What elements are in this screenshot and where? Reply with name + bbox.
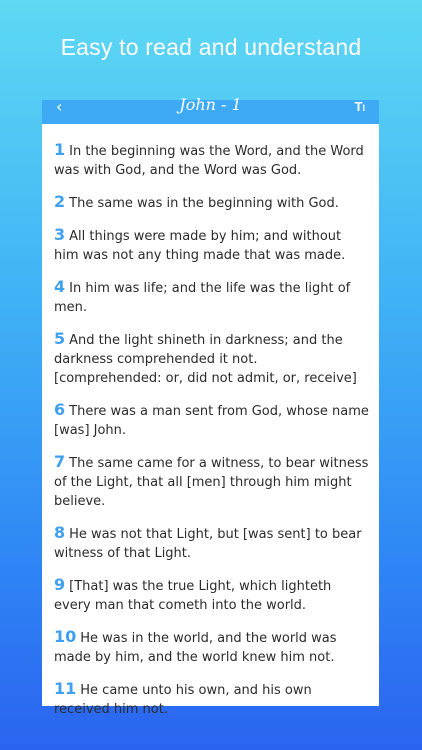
verse-number: 4 xyxy=(54,277,66,296)
verse-text: In the beginning was the Word, and the Word was with God, and the Word was God. xyxy=(54,144,364,178)
verse-item[interactable] xyxy=(54,679,369,719)
verse-text: In him was life; and the life was the light of men. xyxy=(54,281,351,315)
verse-item[interactable] xyxy=(54,192,369,213)
verse-number: 6 xyxy=(54,400,66,419)
verse-text: There was a man sent from God, whose name [was] John. xyxy=(54,404,369,438)
verse-number: 1 xyxy=(54,140,66,159)
verse-item[interactable] xyxy=(54,452,369,511)
bible-reader-screen xyxy=(42,95,379,717)
promo-headline: Easy to read and understand xyxy=(60,34,362,60)
verse-text: He was not that Light, but [was sent] to bear witness of that Light. xyxy=(54,527,362,561)
font-size-icon[interactable]: TI xyxy=(354,99,365,114)
verse-item[interactable] xyxy=(54,277,369,317)
verse-text: The same was in the beginning with God. xyxy=(69,196,339,211)
verse-text: He was in the world, and the world was made by him, and the world knew him not. xyxy=(54,631,337,665)
verse-number: 7 xyxy=(54,452,66,471)
chevron-left-icon[interactable]: ‹ xyxy=(56,97,63,116)
verse-text: He came unto his own, and his own received him not. xyxy=(54,683,312,717)
verse-number: 8 xyxy=(54,523,66,542)
verse-number: 11 xyxy=(54,679,77,698)
verse-text: The same came for a witness, to bear witness of the Light, that all [men] through him might believe. xyxy=(54,456,369,509)
verse-number: 10 xyxy=(54,627,77,646)
verse-item[interactable] xyxy=(54,400,369,440)
verse-number: 5 xyxy=(54,329,66,348)
verse-list xyxy=(54,140,369,731)
verse-item[interactable] xyxy=(54,523,369,563)
verse-item[interactable] xyxy=(54,627,369,667)
verse-number: 9 xyxy=(54,575,66,594)
verse-item[interactable] xyxy=(54,225,369,265)
verse-item[interactable] xyxy=(54,329,369,388)
verse-number: 2 xyxy=(54,192,66,211)
verse-text: All things were made by him; and without him was not any thing made that was made. xyxy=(54,229,346,263)
verse-text: And the light shineth in darkness; and the darkness comprehended it not. [comprehended: or, did not admit, or, receive] xyxy=(54,333,357,386)
chapter-title: John - 1 xyxy=(179,95,242,114)
verse-item[interactable] xyxy=(54,575,369,615)
verse-number: 3 xyxy=(54,225,66,244)
navbar xyxy=(42,95,379,124)
verse-text: [That] was the true Light, which lighteth every man that cometh into the world. xyxy=(54,579,332,613)
verse-item[interactable] xyxy=(54,140,369,180)
